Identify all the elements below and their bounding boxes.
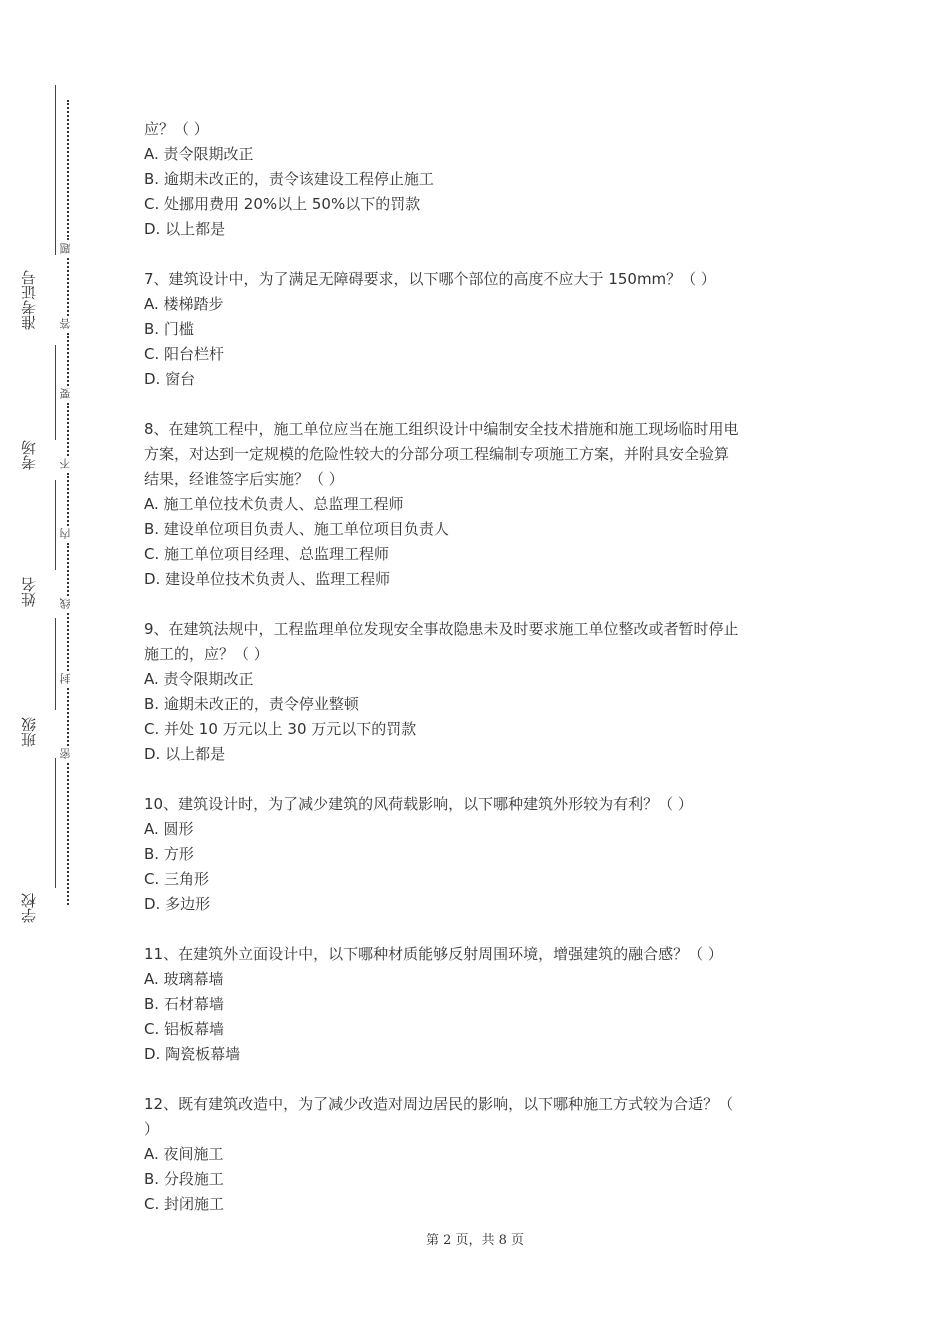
dotted-segment xyxy=(67,473,69,526)
question-block xyxy=(144,792,834,917)
option-a: A. 施工单位技术负责人、总监理工程师 xyxy=(144,495,404,513)
seal-char: 要 xyxy=(59,388,72,399)
question-stem: 施工的，应？（ ） xyxy=(144,645,269,663)
dotted-segment xyxy=(67,613,69,671)
question-stem: 结果，经谁签字后实施？（ ） xyxy=(144,470,344,488)
option-d: D. 以上都是 xyxy=(144,745,226,763)
dotted-segment xyxy=(67,688,69,746)
option-b: B. 石材幕墙 xyxy=(144,995,224,1013)
seal-char: 答 xyxy=(59,318,72,329)
option-a: A. 夜间施工 xyxy=(144,1145,224,1163)
exam-room-label: 考场 xyxy=(20,440,38,470)
binding-line xyxy=(55,758,56,888)
seal-char: 线 xyxy=(59,598,72,609)
option-a: A. 圆形 xyxy=(144,820,194,838)
option-c: C. 施工单位项目经理、总监理工程师 xyxy=(144,545,390,563)
binding-margin xyxy=(20,80,44,930)
binding-line xyxy=(55,480,56,570)
question-block xyxy=(144,267,834,392)
option-c: C. 封闭施工 xyxy=(144,1195,225,1213)
dotted-segment xyxy=(67,403,69,456)
dotted-segment xyxy=(67,763,69,905)
page-footer: 第 2 页，共 8 页 xyxy=(425,1233,525,1248)
question-list xyxy=(144,117,834,1242)
school-label: 学校 xyxy=(20,893,38,923)
question-stem: 7、建筑设计中，为了满足无障碍要求，以下哪个部位的高度不应大于 150mm？（ ） xyxy=(144,270,716,288)
option-b: B. 逾期未改正的，责令停业整顿 xyxy=(144,695,359,713)
option-b: B. 建设单位项目负责人、施工单位项目负责人 xyxy=(144,520,449,538)
seal-char: 封 xyxy=(59,673,72,684)
option-d: D. 建设单位技术负责人、监理工程师 xyxy=(144,570,391,588)
seal-char: 不 xyxy=(59,458,72,469)
option-c: C. 三角形 xyxy=(144,870,210,888)
option-b: B. 方形 xyxy=(144,845,194,863)
option-b: B. 门槛 xyxy=(144,320,194,338)
class-label: 班级 xyxy=(20,717,38,747)
question-stem: 10、建筑设计时，为了减少建筑的风荷载影响，以下哪种建筑外形较为有利？（ ） xyxy=(144,795,693,813)
option-a: A. 楼梯踏步 xyxy=(144,295,224,313)
option-c: C. 铝板幕墙 xyxy=(144,1020,225,1038)
option-b: B. 分段施工 xyxy=(144,1170,224,1188)
seal-char: 题 xyxy=(59,243,72,254)
dotted-segment xyxy=(67,333,69,386)
question-block xyxy=(144,417,834,592)
question-stem: 11、在建筑外立面设计中，以下哪种材质能够反射周围环境，增强建筑的融合感？（ ） xyxy=(144,945,723,963)
question-block xyxy=(144,942,834,1067)
binding-line xyxy=(55,85,56,255)
binding-line xyxy=(55,345,56,440)
option-b: B. 逾期未改正的，责令该建设工程停止施工 xyxy=(144,170,434,188)
option-a: A. 责令限期改正 xyxy=(144,670,254,688)
question-stem: 9、在建筑法规中，工程监理单位发现安全事故隐患未及时要求施工单位整改或者暂时停止 xyxy=(144,620,739,638)
question-stem: 方案，对达到一定规模的危险性较大的分部分项工程编制专项施工方案，并附具安全验算 xyxy=(144,445,730,463)
seal-char: 内 xyxy=(59,528,72,539)
dotted-segment xyxy=(67,543,69,596)
dotted-segment xyxy=(67,100,69,240)
question-block xyxy=(144,1092,834,1217)
option-c: C. 处挪用费用 20%以上 50%以下的罚款 xyxy=(144,195,421,213)
question-stem: 8、在建筑工程中，施工单位应当在施工组织设计中编制安全技术措施和施工现场临时用电 xyxy=(144,420,739,438)
name-label: 姓名 xyxy=(20,577,38,607)
dotted-segment xyxy=(67,258,69,316)
seal-char: 密 xyxy=(59,748,72,759)
question-stem: 12、既有建筑改造中，为了减少改造对周边居民的影响，以下哪种施工方式较为合适？（ xyxy=(144,1095,734,1113)
question-block xyxy=(144,617,834,767)
option-d: D. 陶瓷板幕墙 xyxy=(144,1045,241,1063)
question-stem: ） xyxy=(144,1120,160,1138)
option-a: A. 玻璃幕墙 xyxy=(144,970,224,988)
option-d: D. 多边形 xyxy=(144,895,211,913)
option-a: A. 责令限期改正 xyxy=(144,145,254,163)
binding-line xyxy=(55,618,56,710)
exam-id-label: 准考证号 xyxy=(20,270,38,330)
question-stem: 应？（ ） xyxy=(144,120,209,138)
seal-line xyxy=(60,100,76,910)
option-d: D. 窗台 xyxy=(144,370,196,388)
question-block xyxy=(144,117,834,242)
option-c: C. 阳台栏杆 xyxy=(144,345,225,363)
option-d: D. 以上都是 xyxy=(144,220,226,238)
option-c: C. 并处 10 万元以上 30 万元以下的罚款 xyxy=(144,720,417,738)
